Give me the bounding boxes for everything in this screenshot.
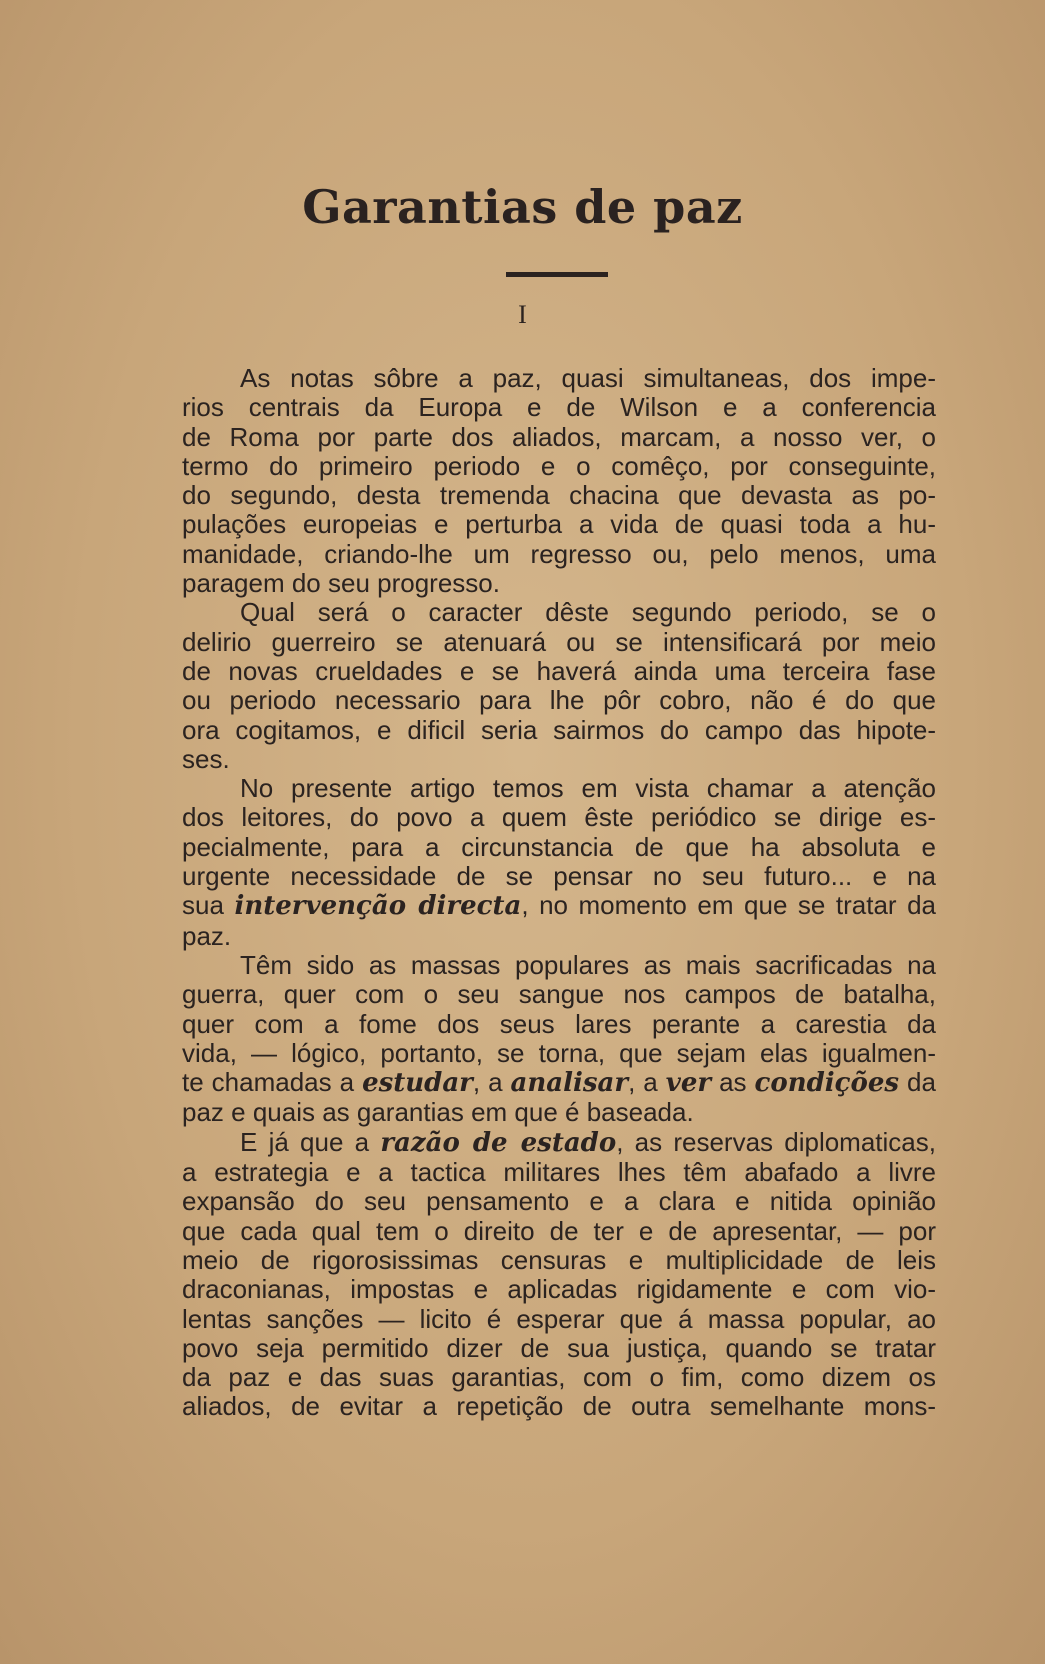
text-line: E já que a razão de estado, as reservas diplomaticas, xyxy=(240,1126,936,1158)
text-line: te chamadas a estudar, a analisar, a ver as condições da xyxy=(182,1067,936,1099)
text-line: dos leitores, do povo a quem êste periódico se dirige es- xyxy=(182,802,936,833)
text-line: povo seja permitido dizer de sua justiça, quando se tratar xyxy=(182,1332,936,1363)
title-rule xyxy=(506,272,608,277)
text-line: de novas crueldades e se haverá ainda uma terceira fase xyxy=(182,655,936,686)
text-line: pecialmente, para a circunstancia de que ha absoluta e xyxy=(182,831,936,862)
text-line: sua intervenção directa, no momento em que se tratar da xyxy=(182,890,936,922)
text-line: Têm sido as massas populares as mais sacrificadas na xyxy=(240,949,936,980)
section-number: I xyxy=(518,300,527,329)
text-line: pulações europeias e perturba a vida de quasi toda a hu- xyxy=(182,509,936,540)
text-line: manidade, criando-lhe um regresso ou, pelo menos, uma xyxy=(182,538,936,569)
text-line: da paz e das suas garantias, com o fim, como dizem os xyxy=(182,1362,936,1393)
text-line: a estrategia e a tactica militares lhes têm abafado a livre xyxy=(182,1157,936,1188)
emphasis: ver xyxy=(665,1068,712,1099)
text-line: quer com a fome dos seus lares perante a carestia da xyxy=(182,1008,936,1039)
text-line: paz e quais as garantias em que é baseada. xyxy=(182,1097,694,1128)
text-line: delirio guerreiro se atenuará ou se intensificará por meio xyxy=(182,626,936,657)
text-line: expansão do seu pensamento e a clara e nitida opinião xyxy=(182,1186,936,1217)
text-line: aliados, de evitar a repetição de outra semelhante mons- xyxy=(182,1391,936,1422)
text-line: de Roma por parte dos aliados, marcam, a nosso ver, o xyxy=(182,421,936,452)
text-line: paragem do seu progresso. xyxy=(182,568,500,599)
emphasis: razão de estado xyxy=(380,1127,617,1158)
text-line: que cada qual tem o direito de ter e de apresentar, — por xyxy=(182,1215,936,1246)
text-line: ses. xyxy=(182,743,230,774)
text-line: No presente artigo temos em vista chamar a atenção xyxy=(240,773,936,804)
article-body xyxy=(182,364,936,1422)
text-line: rios centrais da Europa e de Wilson e a conferencia xyxy=(182,392,936,423)
text-line: lentas sanções — licito é esperar que á massa popular, ao xyxy=(182,1303,936,1334)
text-line: guerra, quer com o seu sangue nos campos de batalha, xyxy=(182,979,936,1010)
text-line: do segundo, desta tremenda chacina que devasta as po- xyxy=(182,480,936,511)
text-line: vida, — lógico, portanto, se torna, que sejam elas igualmen- xyxy=(182,1037,936,1068)
text-line: paz. xyxy=(182,920,232,951)
text-line: draconianas, impostas e aplicadas rigidamente e com vio- xyxy=(182,1274,936,1305)
emphasis: estudar xyxy=(362,1068,473,1099)
text-line: As notas sôbre a paz, quasi simultaneas, dos impe- xyxy=(240,363,936,393)
emphasis: analisar xyxy=(510,1068,629,1099)
article-title: Garantias de paz xyxy=(302,180,743,234)
text-line: urgente necessidade de se pensar no seu futuro... e na xyxy=(182,861,936,892)
text-line: ora cogitamos, e dificil seria sairmos do campo das hipote- xyxy=(182,714,936,745)
text-line: Qual será o caracter dêste segundo periodo, se o xyxy=(240,597,936,628)
text-line: termo do primeiro periodo e o comêço, por conseguinte, xyxy=(182,450,936,481)
text-line: meio de rigorosissimas censuras e multiplicidade de leis xyxy=(182,1244,936,1275)
emphasis: intervenção directa xyxy=(234,891,522,922)
text-line: ou periodo necessario para lhe pôr cobro, não é do que xyxy=(182,685,936,716)
emphasis: condições xyxy=(754,1068,900,1099)
